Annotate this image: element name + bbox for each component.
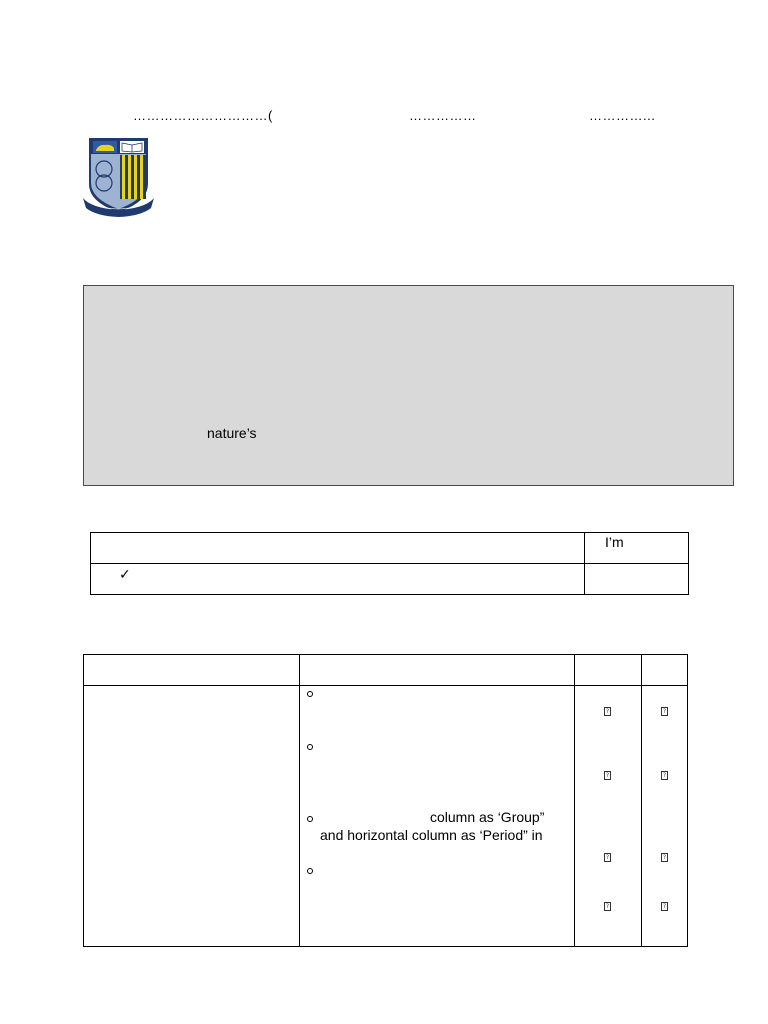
checkbox-icon[interactable]: ? bbox=[662, 903, 667, 910]
bullet-icon bbox=[307, 868, 313, 874]
self-assessment-table bbox=[90, 532, 689, 595]
checkbox-icon[interactable]: ? bbox=[605, 708, 610, 715]
info-box bbox=[83, 285, 734, 486]
header-field-name: …………………………( bbox=[133, 108, 273, 123]
column-divider bbox=[574, 655, 575, 946]
header-field-class: …………… bbox=[409, 108, 477, 123]
checkbox-icon[interactable]: ? bbox=[605, 854, 610, 861]
checkbox-icon[interactable]: ? bbox=[662, 854, 667, 861]
school-crest-logo bbox=[81, 136, 156, 219]
table-cell bbox=[585, 533, 689, 564]
checkbox-icon[interactable]: ? bbox=[605, 772, 610, 779]
checkbox-icon[interactable]: ? bbox=[662, 708, 667, 715]
bullet-icon bbox=[307, 744, 313, 750]
check-mark-icon: ✓ bbox=[119, 566, 131, 582]
bullet-text: column as ‘Group” bbox=[430, 809, 545, 825]
learning-objectives-table bbox=[83, 654, 688, 947]
column-divider bbox=[299, 655, 300, 946]
bullet-icon bbox=[307, 816, 313, 822]
column-divider bbox=[641, 655, 642, 946]
checkbox-icon[interactable]: ? bbox=[662, 772, 667, 779]
bullet-icon bbox=[307, 691, 313, 697]
table-row bbox=[91, 564, 689, 595]
bullet-text: and horizontal column as ‘Period” in bbox=[320, 827, 543, 843]
table-cell bbox=[91, 564, 585, 595]
table-cell bbox=[91, 533, 585, 564]
info-box-text: nature’s bbox=[207, 425, 257, 441]
table-row bbox=[91, 533, 689, 564]
header-field-number: …………... bbox=[589, 108, 656, 123]
table-cell[interactable] bbox=[585, 564, 689, 595]
header-divider bbox=[84, 685, 687, 686]
im-label: I’m bbox=[605, 534, 624, 550]
checkbox-icon[interactable]: ? bbox=[605, 903, 610, 910]
